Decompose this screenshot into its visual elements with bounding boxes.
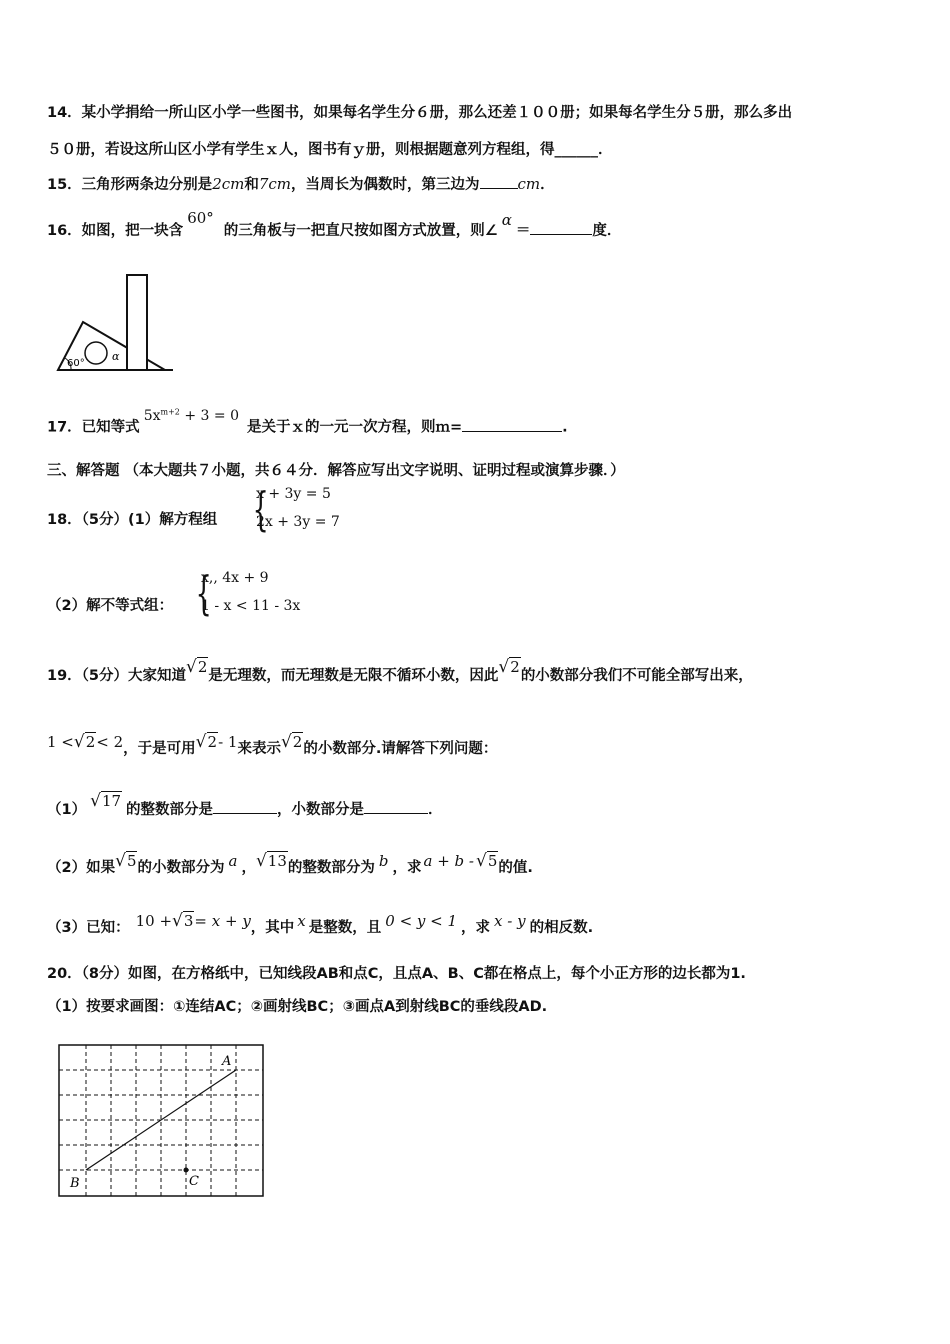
q15-mid: 和 [244,177,259,193]
sqrt-5: √5 [115,851,137,871]
q18-ineq-brace: { [195,566,212,620]
triangle-ruler-figure [55,272,175,378]
q16-end: 度． [592,223,622,239]
q15-rest: ，当周长为偶数时，第三边为 [291,177,480,193]
q19-part3 [47,911,594,938]
q18-ineq1: x,, 4x + 9 [201,570,269,586]
label-b: B [70,1176,80,1191]
q19-line2 [47,732,498,759]
q17-eq-exponent: m+2 [160,407,180,416]
point-c [184,1168,189,1173]
q19-p3-c: 是整数，且 [308,920,382,936]
q16-alpha: α [501,211,512,229]
q19-part2 [47,851,533,878]
q17-eq-rest: + 3 = 0 [184,407,239,424]
q15-side-b: 7cm [258,175,292,193]
q17-rest: 是关于ｘ的一元一次方程，则ｍ= [246,419,463,436]
q19-var-x: x [297,912,306,930]
q16-eq: ＝ [515,223,531,239]
q19-ineq-left: 1 < [47,733,74,751]
q19-p3-ineq: 0 < y < 1 [385,912,458,930]
q17-answer-blank [462,417,562,432]
q16-angle: 60° [187,209,214,227]
q19-intro [47,657,753,686]
section3-title: 三、解答题 （本大题共７小题，共６４分．解答应写出文字说明、证明过程或演算步骤．） [47,463,625,479]
q18-label: 18．（5分）(1）解方程组 [47,512,218,528]
sqrt-2: √2 [186,657,208,677]
sqrt-2: √2 [73,732,96,752]
q19-p2-f: 的值. [498,860,533,876]
q15-side-a: 2cm [212,175,245,193]
q19-intro-b: 是无理数，而无理数是无限不循环小数，因此 [208,668,499,684]
q19-p2-c: ， [241,860,256,876]
q19-p3-xy: x - y [494,912,526,930]
q19-line2-c: ，于是可用 [123,741,196,757]
q14-line2: ５０册，若设这所山区小学有学生ｘ人，图书有ｙ册，则根据题意列方程组，得______． [47,142,613,158]
q19-ineq-right: < 2 [96,733,124,751]
sqrt-2: √2 [195,732,218,752]
q15-answer-blank [480,174,518,189]
q19-intro-c: 的小数部分我们不可能全部写出来， [520,668,753,684]
q17-prefix: 17．已知等式 [47,419,140,436]
q19-p1-b: 的整数部分是 [126,802,214,818]
q19-p2-e: ，求 [392,860,422,876]
grid-figure [55,1040,270,1202]
q19-p3-e: 的相反数. [529,920,594,936]
q17-equation [144,408,239,424]
q19-p3-expr-b: = x + y [194,912,251,930]
q19-p1-label: （1） [47,802,87,818]
q19-p1-c: ，小数部分是 [277,802,365,818]
q17-eq-base: 5x [143,407,161,424]
q19-p2-expr: a + b - [423,852,474,870]
sqrt-2: √2 [280,732,303,752]
q15-end: ． [540,177,555,193]
fig-alpha-label: α [112,350,120,363]
q18-part2-label: （2）解不等式组： [47,598,174,614]
q14-line1: 14．某小学捐给一所山区小学一些图书，如果每名学生分６册，那么还差１００册；如果每名学生分５册，那么多出 [47,105,793,121]
q19-var-a: a [228,852,238,870]
sqrt-3: √3 [172,911,194,931]
q19-p1-d: ． [428,802,443,818]
q17-end: . [562,419,568,436]
fig-60-label: 60° [67,358,85,369]
q19-p2-d: 的整数部分为 [287,860,375,876]
q19-p1-blank2 [364,799,428,814]
q19-line2-e: 来表示 [237,741,281,757]
q15-line [47,174,555,195]
q16-answer-blank [530,220,592,235]
sqrt-17: √17 [90,791,122,811]
q18-eq2: 2x + 3y = 7 [256,514,340,530]
sqrt-5: √5 [475,851,498,871]
q16-prefix: 16．如图，把一块含 [47,223,184,239]
label-c: C [189,1174,199,1189]
q19-p3-b: ，其中 [250,920,295,936]
q18-eq1: x + 3y = 5 [256,486,331,502]
q19-p2-a: （2）如果 [47,860,116,876]
q19-intro-a: 19．（5分）大家知道 [47,668,187,684]
q19-p2-b: 的小数部分为 [137,860,225,876]
q19-var-b: b [378,852,389,870]
q15-unit: cm [517,175,541,193]
q19-p3-d: ，求 [461,920,491,936]
q16-line [47,209,622,241]
q19-part1 [47,791,443,820]
q16-mid: 的三角板与一把直尺按如图方式放置，则∠ [223,223,498,239]
q19-p1-blank1 [213,799,277,814]
q19-p3-expr-a: 10 + [135,912,173,930]
q19-minus-one: - 1 [218,733,238,751]
q19-line2-f: 的小数部分.请解答下列问题： [303,741,498,757]
q18-ineq2: 1 - x < 11 - 3x [201,598,301,614]
q15-prefix: 15．三角形两条边分别是 [47,177,213,193]
sqrt-2: √2 [498,657,520,677]
sqrt-13: √13 [255,851,287,871]
q18-system-brace: { [252,482,269,536]
label-a: A [222,1054,232,1069]
q19-p3-a: （3）已知： [47,920,130,936]
q20-line1: 20．（8分）如图，在方格纸中，已知线段AB和点C，且点A、B、C都在格点上，每个小正方形的边长都为1. [47,966,746,982]
q20-line2: （1）按要求画图：①连结AC；②画射线BC；③画点A到射线BC的垂线段AD. [47,999,548,1015]
q17-line [47,407,568,438]
